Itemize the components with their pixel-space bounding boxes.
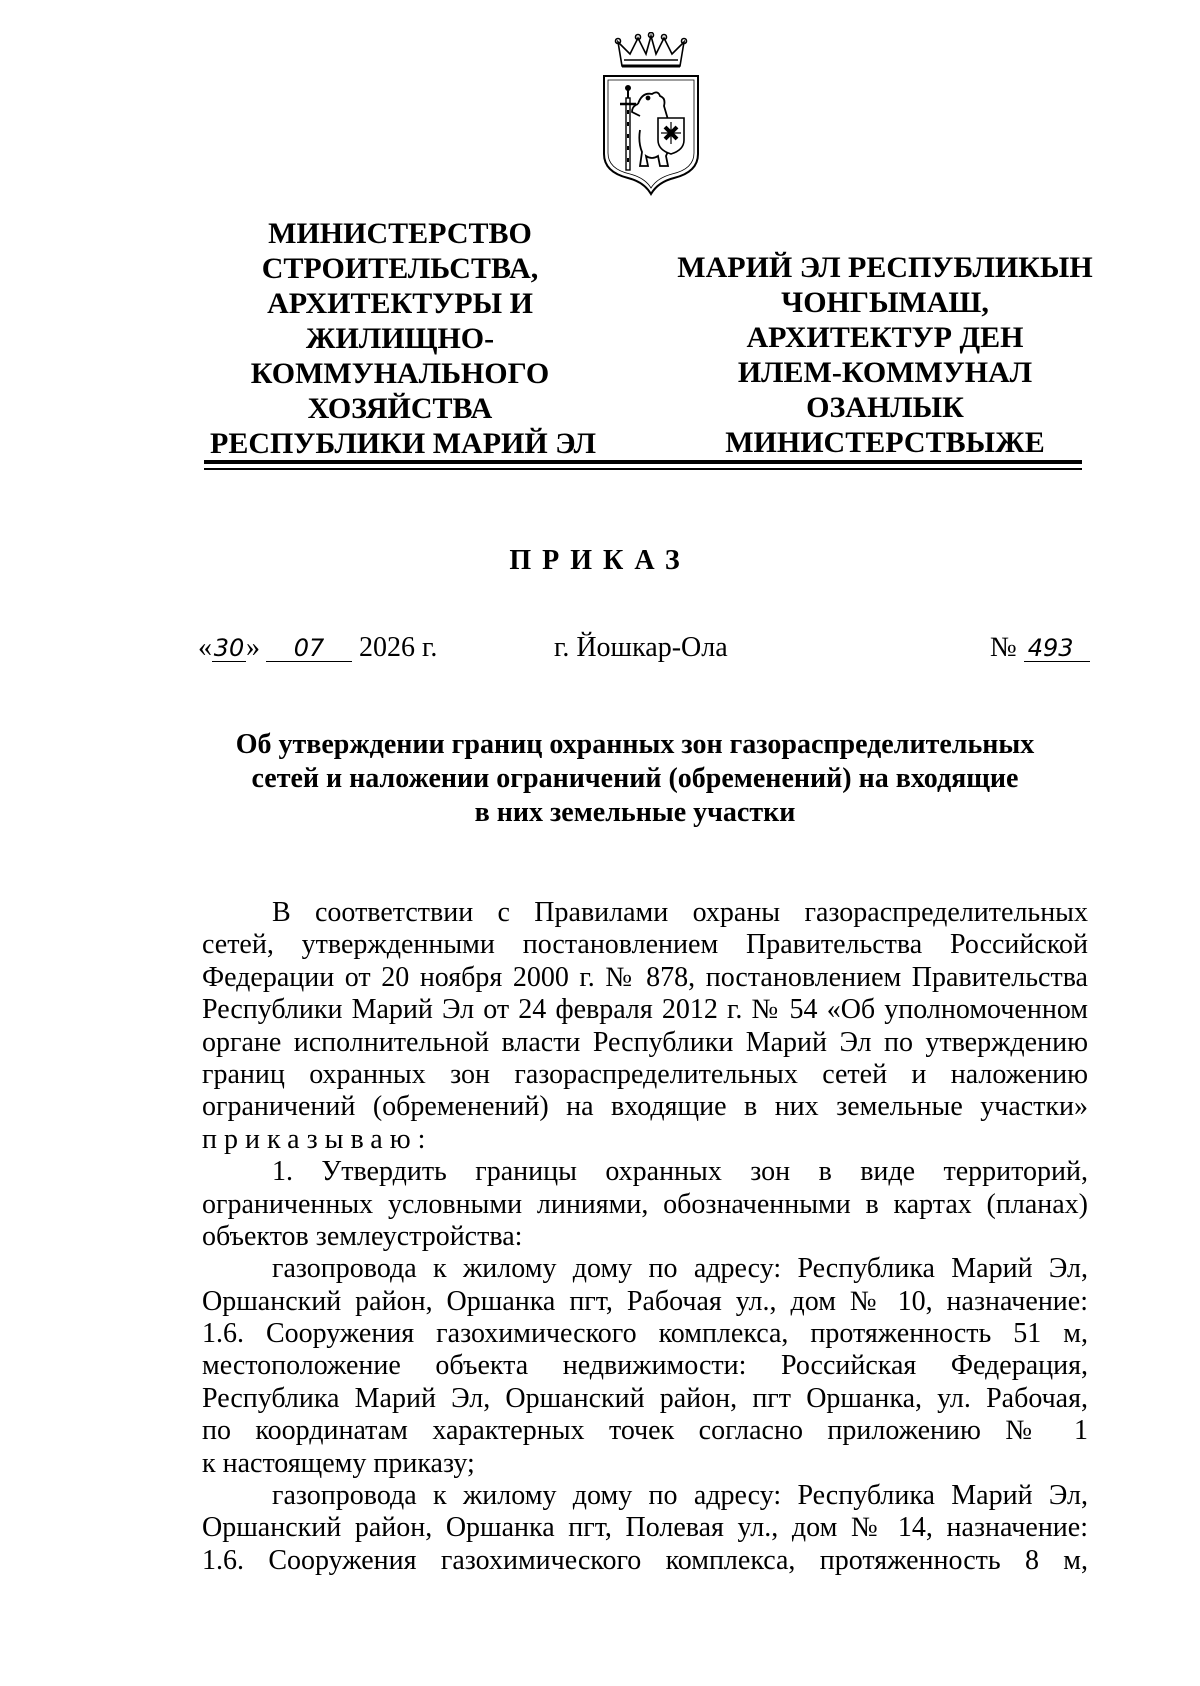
body-line: 1.6. Сооружения газохимического комплекса, протяженность 8 м, <box>202 1544 1088 1576</box>
body-line: Оршанский район, Оршанка пгт, Рабочая ул., дом № 10, назначение: <box>202 1285 1088 1317</box>
order-city: г. Йошкар-Ола <box>554 632 728 663</box>
body-line: сетей, утвержденными постановлением Правительства Российской <box>202 929 1088 961</box>
body-line: органе исполнительной власти Республики Марий Эл по утверждению <box>202 1026 1088 1058</box>
body-line: Республики Марий Эл от 24 февраля 2012 г. № 54 «Об уполномоченном <box>202 994 1088 1026</box>
order-number <box>990 632 1090 664</box>
header-left-line: МИНИСТЕРСТВО <box>268 217 532 250</box>
body-line: местоположение объекта недвижимости: Российская Федерация, <box>202 1350 1088 1382</box>
coat-of-arms-emblem <box>596 32 706 202</box>
header-left-line: РЕСПУБЛИКИ МАРИЙ ЭЛ <box>210 427 597 460</box>
header-left-line: СТРОИТЕЛЬСТВА, <box>261 252 539 285</box>
body-line: газопровода к жилому дому по адресу: Республика Марий Эл, <box>272 1253 1088 1285</box>
header-divider-thin <box>204 468 1082 470</box>
body-line: ограничений (обременений) на входящие в них земельные участки» <box>202 1091 1088 1123</box>
body-line: Республика Марий Эл, Оршанский район, пгт Оршанка, ул. Рабочая, <box>202 1382 1088 1414</box>
header-divider-thick <box>204 460 1082 464</box>
body-line-decree: приказываю: <box>202 1123 433 1155</box>
header-right-line: ЧОНГЫМАШ, <box>781 286 989 319</box>
body-line: по координатам характерных точек согласно приложению № 1 <box>202 1415 1088 1447</box>
header-right-line: МИНИСТЕРСТВЫЖЕ <box>725 426 1045 459</box>
subject-line: сетей и наложении ограничений (обременений) на входящие <box>251 763 1019 794</box>
ministry-name-russian <box>210 216 597 461</box>
date-year: 2026 г. <box>359 632 438 663</box>
header-right-line: ИЛЕМ-КОММУНАЛ <box>737 356 1033 389</box>
order-date <box>198 632 437 664</box>
order-subject <box>180 728 1090 830</box>
header-left-line: АРХИТЕКТУРЫ И <box>267 287 533 320</box>
header-right-line: АРХИТЕКТУР ДЕН <box>746 321 1024 354</box>
dateline <box>0 632 1200 672</box>
date-close-quote: » <box>246 632 260 663</box>
order-body <box>202 897 1088 1577</box>
number-label: № <box>990 632 1017 663</box>
date-open-quote: « <box>198 632 212 663</box>
subject-line: в них земельные участки <box>474 797 796 828</box>
header-left-line: КОММУНАЛЬНОГО <box>250 357 550 390</box>
document-title: ПРИКАЗ <box>509 545 691 576</box>
number-value: 493 <box>1024 635 1090 662</box>
body-line: объектов землеустройства: <box>202 1220 523 1252</box>
body-line: газопровода к жилому дому по адресу: Республика Марий Эл, <box>272 1480 1088 1512</box>
body-line: Оршанский район, Оршанка пгт, Полевая ул., дом № 14, назначение: <box>202 1512 1088 1544</box>
body-line: к настоящему приказу; <box>202 1447 475 1479</box>
body-line: ограниченных условными линиями, обозначенными в картах (планах) <box>202 1188 1088 1220</box>
date-month: 07 <box>266 635 352 662</box>
body-line: 1.6. Сооружения газохимического комплекса, протяженность 51 м, <box>202 1318 1088 1350</box>
ministry-name-mari <box>665 250 1105 460</box>
body-line: Федерации от 20 ноября 2000 г. № 878, постановлением Правительства <box>202 961 1088 993</box>
subject-line: Об утверждении границ охранных зон газораспределительных <box>235 729 1035 760</box>
header-left-line: ЖИЛИЩНО- <box>305 322 495 355</box>
header-right-line: ОЗАНЛЫК <box>806 391 964 424</box>
date-day: 30 <box>213 634 245 662</box>
body-line: В соответствии с Правилами охраны газораспределительных <box>272 897 1088 928</box>
header-left-line: ХОЗЯЙСТВА <box>307 392 493 425</box>
header-right-line: МАРИЙ ЭЛ РЕСПУБЛИКЫН <box>677 251 1093 284</box>
body-line: границ охранных зон газораспределительных сетей и наложению <box>202 1058 1088 1090</box>
body-line: 1. Утвердить границы охранных зон в виде территорий, <box>272 1156 1088 1188</box>
